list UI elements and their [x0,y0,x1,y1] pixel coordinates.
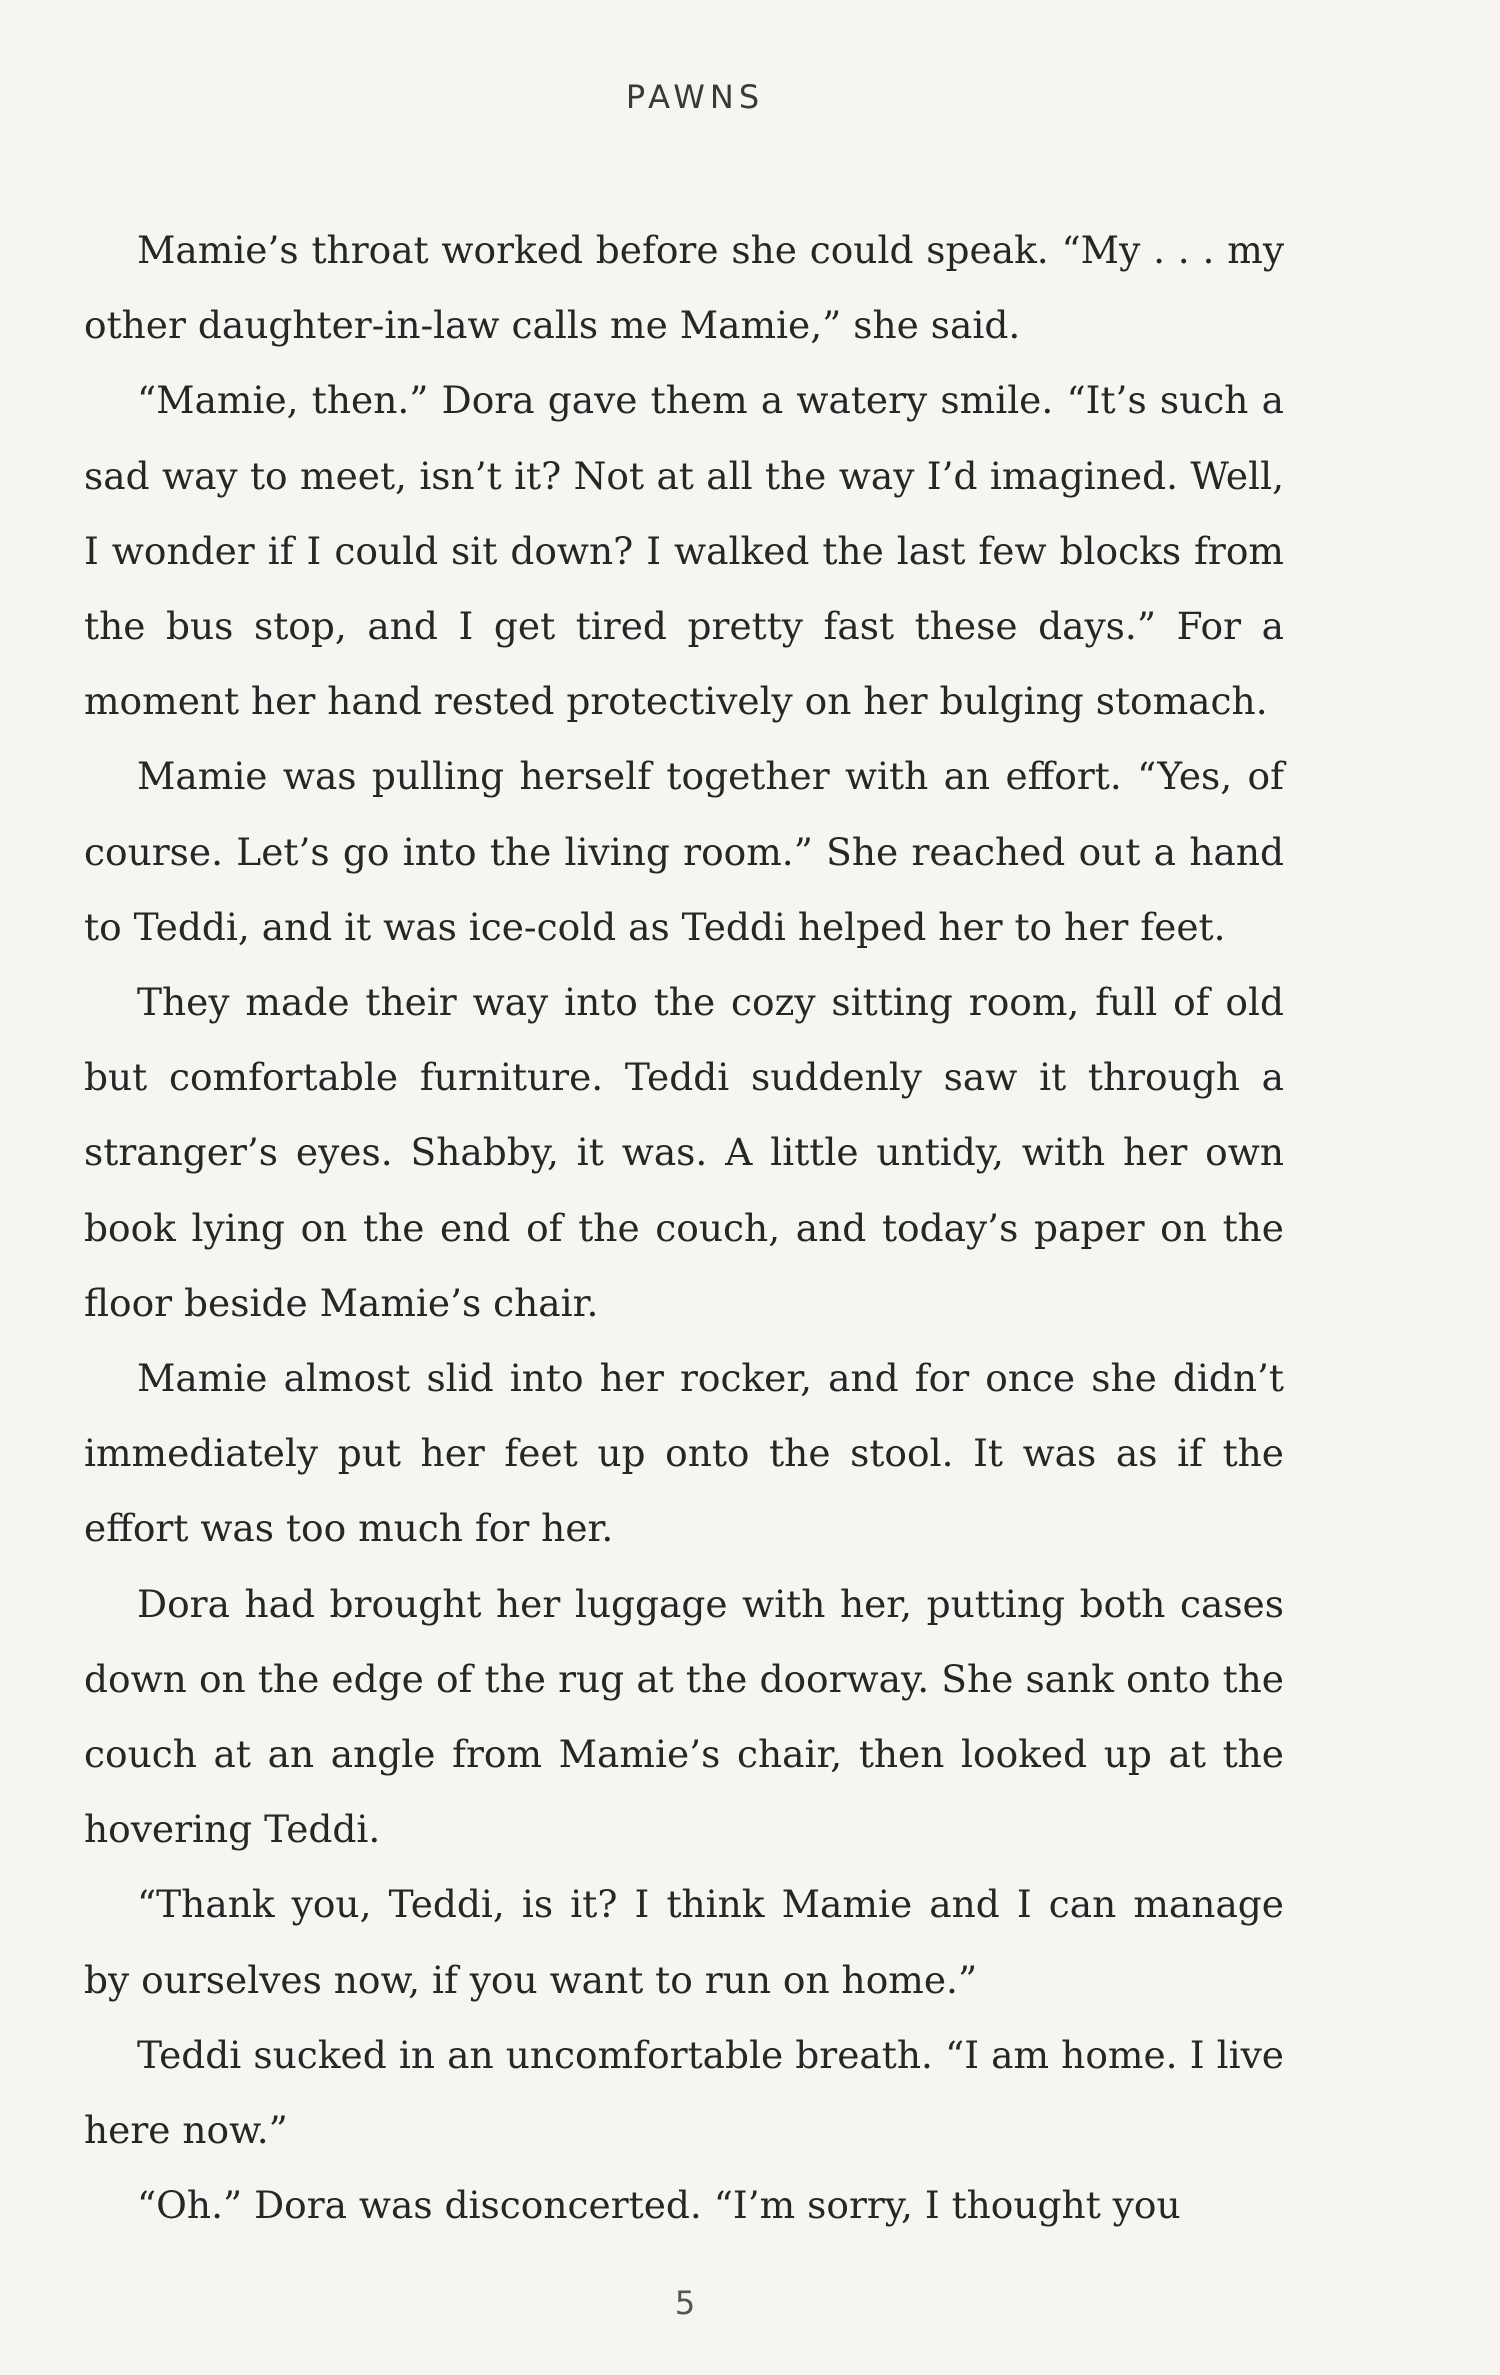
page-number: 5 [674,2284,696,2322]
paragraph: Mamie was pulling herself together with an effort. “Yes, of course. Let’s go into the living room.” She reached out a hand to Teddi, and it was ice-cold as Teddi helped her to her feet. [84,754,1284,949]
running-head: PAWNS [625,78,765,116]
paragraph: Dora had brought her luggage with her, putting both cases down on the edge of the rug at the doorway. She sank onto the couch at an angle from Mamie’s chair, then looked up at the hovering Teddi. [84,1581,1284,1852]
paragraph: “Oh.” Dora was disconcerted. “I’m sorry, I thought you [137,2183,1181,2228]
body-text [84,213,1284,2243]
paragraph: “Thank you, Teddi, is it? I think Mamie and I can manage by ourselves now, if you want to run on home.” [84,1882,1284,2002]
paragraph: Mamie almost slid into her rocker, and for once she didn’t immediately put her feet up onto the stool. It was as if the effort was too much for her. [84,1356,1284,1551]
paragraph: Teddi sucked in an uncomfortable breath. “I am home. I live here now.” [84,2032,1284,2153]
paragraph: “Mamie, then.” Dora gave them a watery smile. “It’s such a sad way to meet, isn’t it? Not at all the way I’d imagined. Well, I wonder if I could sit down? I walked the last few blocks from the bus stop, and I get tired pretty fast these days.” For a moment her hand rested protectively on her bulging stomach. [84,378,1284,724]
paragraph: Mamie’s throat worked before she could speak. “My . . . my other daughter-in-law calls me Mamie,” she said. [84,228,1284,348]
paragraph: They made their way into the cozy sitting room, full of old but comfortable furniture. Teddi suddenly saw it through a stranger’s eyes. Shabby, it was. A little untidy, with her own book lying on the end of the couch, and today’s paper on the floor beside Mamie’s chair. [84,980,1284,1325]
